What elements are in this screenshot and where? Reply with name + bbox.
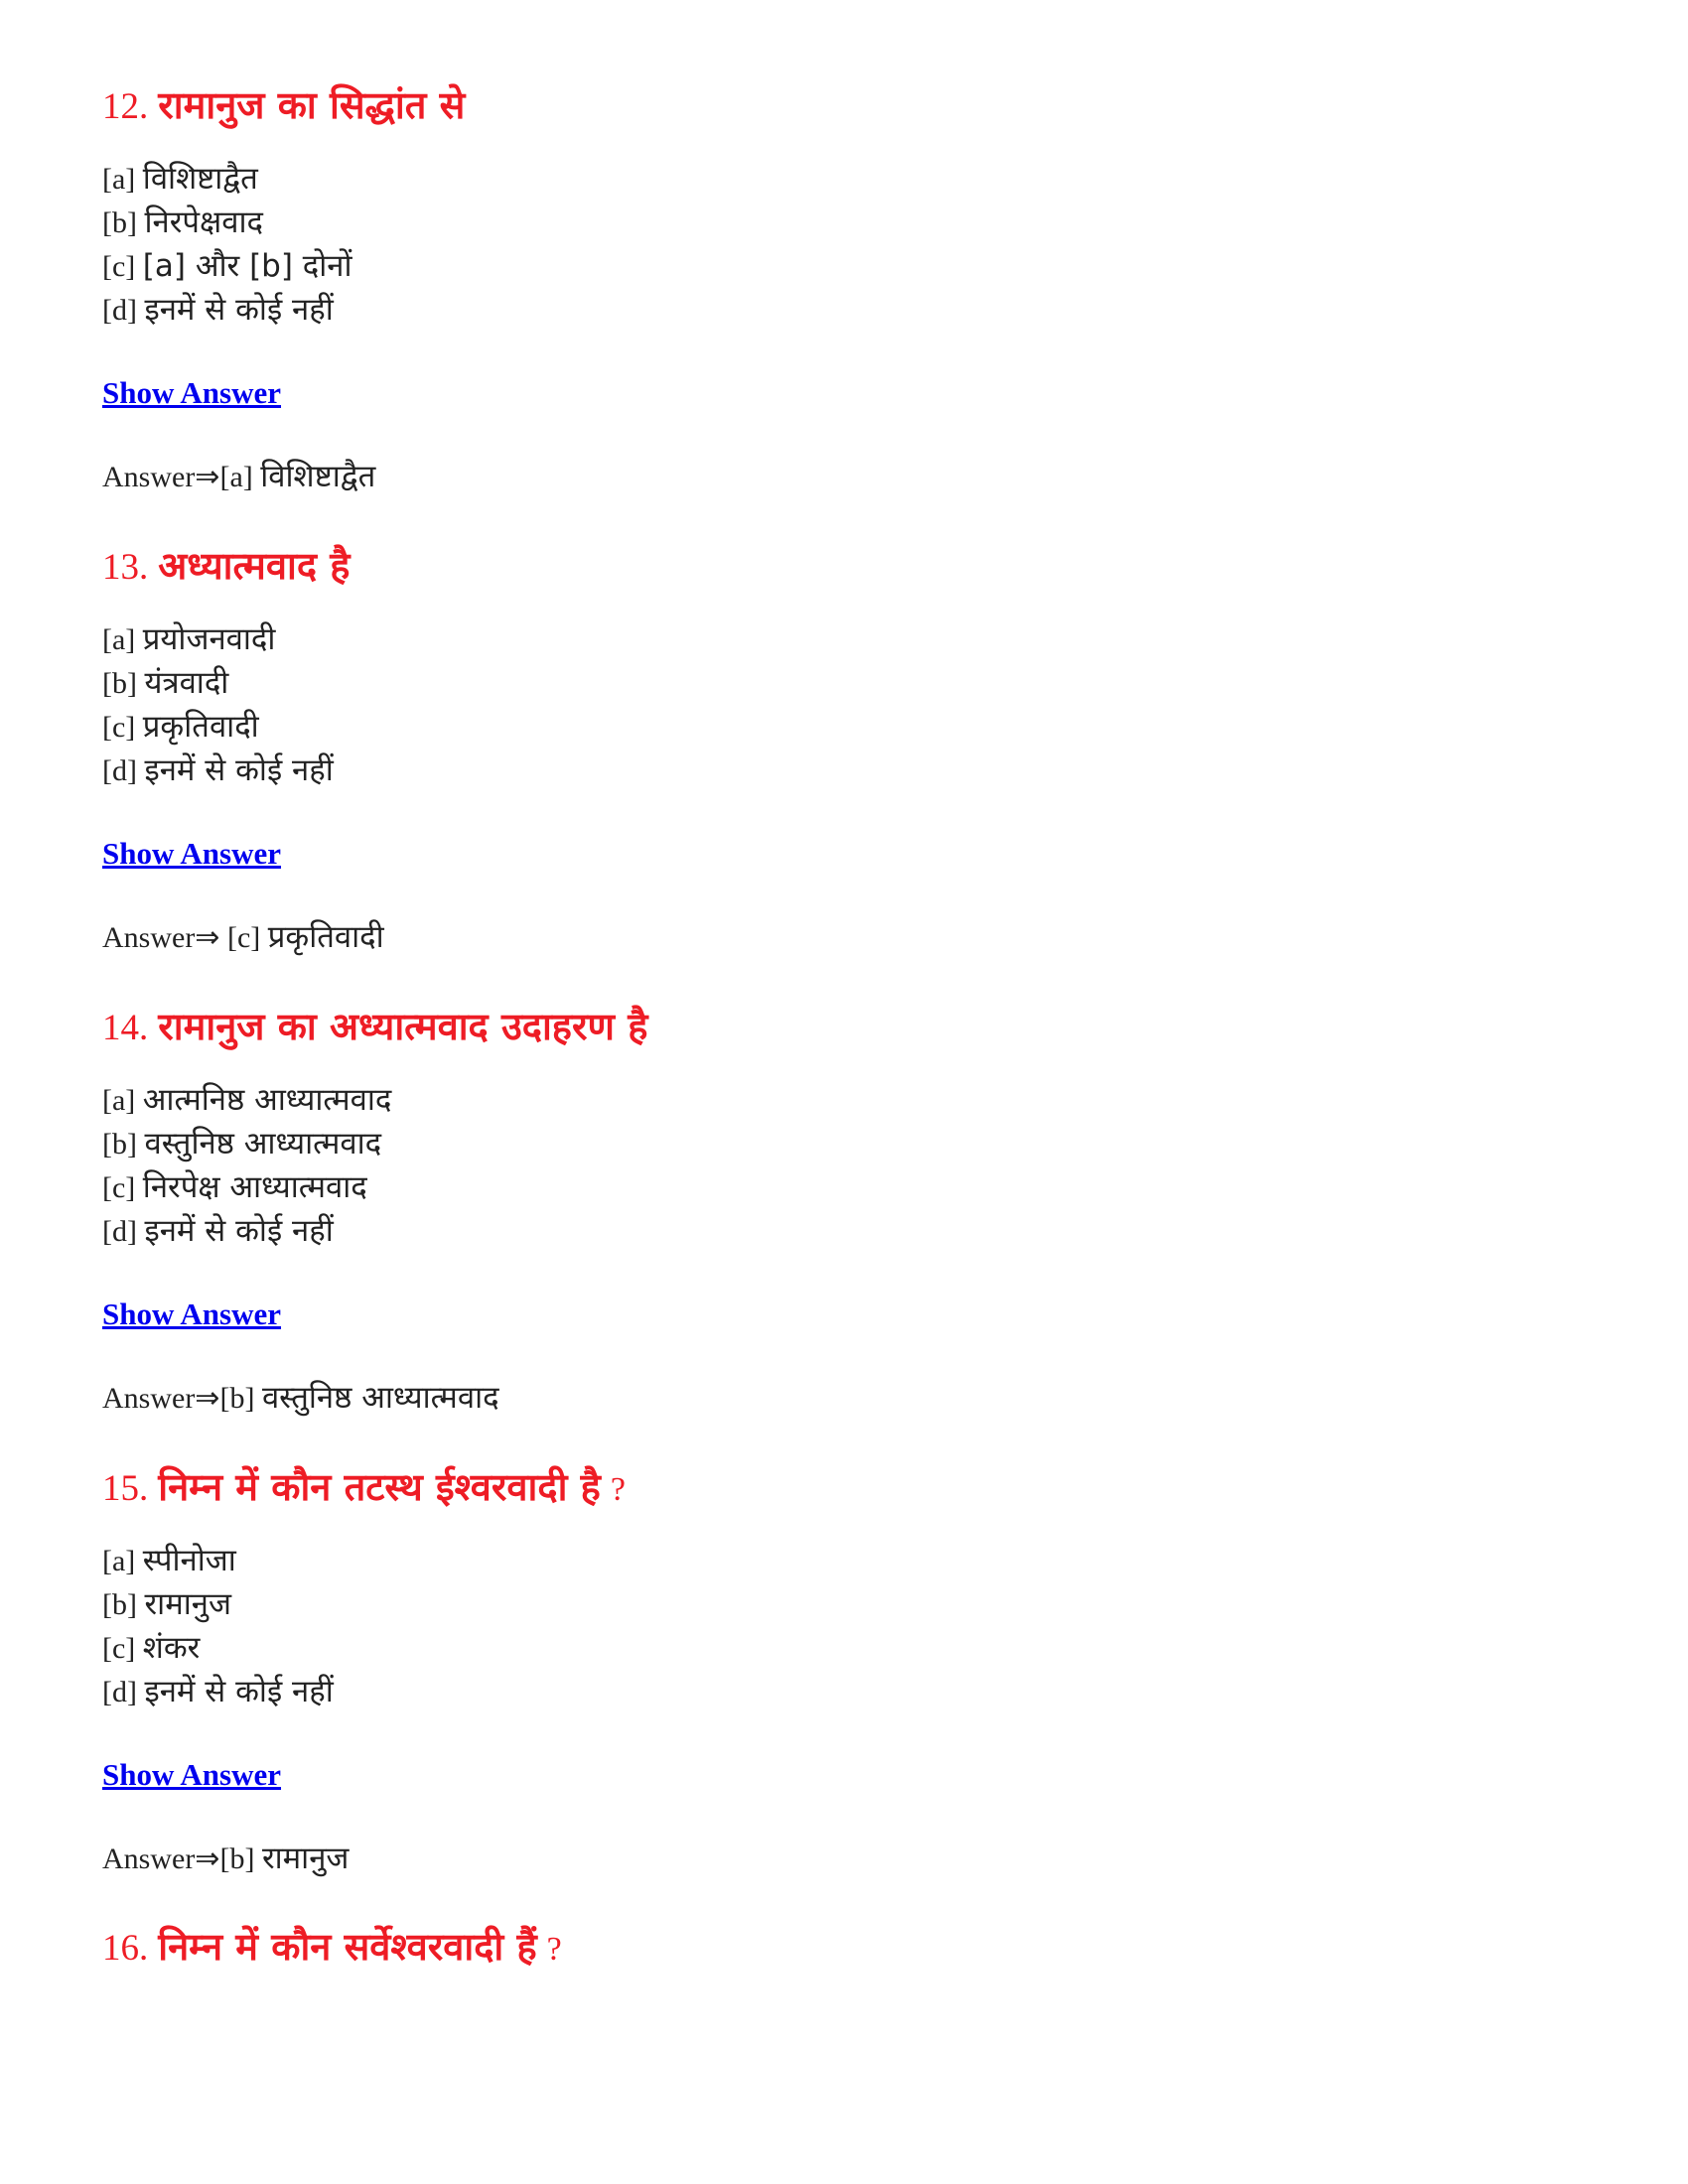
option-c: [102, 1626, 334, 1670]
question-number: 12.: [102, 86, 149, 127]
option-tag: [d]: [102, 1215, 137, 1248]
option-tag: [b]: [102, 1128, 137, 1160]
option-tag: [c]: [102, 250, 136, 283]
option-text: इनमें से कोई नहीं: [144, 1674, 334, 1709]
option-tag: [c]: [102, 1171, 136, 1204]
option-list: [102, 157, 352, 332]
option-c: [102, 1165, 391, 1209]
question-title: [102, 1459, 1492, 1518]
question-15: [102, 1459, 1492, 1876]
answer-text: रामानुज: [261, 1841, 350, 1876]
option-b: [102, 1582, 334, 1626]
question-title: [102, 999, 1492, 1056]
option-tag: [b]: [102, 206, 137, 239]
option-text: यंत्रवादी: [144, 665, 229, 701]
option-d: [102, 749, 334, 792]
option-tag: [c]: [102, 1632, 136, 1665]
answer-line: [102, 1837, 349, 1878]
option-b: [102, 1122, 391, 1165]
option-text: वस्तुनिष्ठ आध्यात्मवाद: [144, 1126, 382, 1161]
option-a: [102, 157, 352, 201]
question-text: अध्यात्मवाद है: [158, 544, 351, 588]
answer-text: प्रकृतिवादी: [267, 919, 384, 955]
question-text: निम्न में कौन तटस्थ ईश्वरवादी है: [158, 1465, 601, 1509]
question-number: 16.: [102, 1928, 149, 1969]
option-a: [102, 1078, 391, 1122]
answer-line: [102, 455, 375, 496]
option-b: [102, 661, 334, 705]
option-tag: [a]: [102, 1545, 136, 1577]
option-tag: [c]: [102, 711, 136, 744]
option-d: [102, 288, 352, 332]
answer-label: Answer⇒[a]: [102, 461, 253, 493]
question-title: [102, 1919, 1492, 1978]
question-12: [102, 77, 1492, 494]
answer-line: [102, 1376, 499, 1418]
question-number: 15.: [102, 1468, 149, 1509]
option-a: [102, 1539, 334, 1582]
answer-line: [102, 915, 384, 957]
option-text: इनमें से कोई नहीं: [144, 752, 334, 788]
answer-label: Answer⇒[b]: [102, 1843, 255, 1875]
option-tag: [a]: [102, 1084, 136, 1117]
option-tag: [d]: [102, 1676, 137, 1708]
option-text: इनमें से कोई नहीं: [144, 292, 334, 328]
show-answer-link[interactable]: Show Answer: [102, 836, 282, 871]
question-text: निम्न में कौन सर्वेश्वरवादी हैं: [158, 1925, 537, 1969]
option-text: विशिष्टाद्वैत: [142, 161, 258, 197]
option-list: [102, 617, 334, 792]
show-answer-link[interactable]: Show Answer: [102, 1757, 282, 1792]
question-title: [102, 77, 1492, 135]
option-list: [102, 1078, 391, 1253]
option-b: [102, 201, 352, 244]
option-c: [102, 244, 352, 288]
question-13: [102, 538, 1492, 955]
answer-label: Answer⇒ [c]: [102, 921, 261, 954]
option-d: [102, 1209, 391, 1253]
show-answer-link[interactable]: Show Answer: [102, 1297, 282, 1331]
answer-label: Answer⇒[b]: [102, 1382, 255, 1415]
option-text: शंकर: [142, 1630, 201, 1666]
show-answer-link[interactable]: Show Answer: [102, 375, 282, 410]
option-text: प्रकृतिवादी: [142, 709, 259, 745]
question-mark: ?: [546, 1931, 562, 1968]
option-tag: [d]: [102, 294, 137, 327]
question-number: 14.: [102, 1008, 149, 1048]
option-tag: [b]: [102, 667, 137, 700]
question-mark: ?: [610, 1471, 626, 1508]
question-text: रामानुज का सिद्धांत से: [158, 83, 466, 127]
option-text: रामानुज: [144, 1586, 231, 1622]
option-text: निरपेक्ष आध्यात्मवाद: [142, 1169, 367, 1205]
option-a: [102, 617, 334, 661]
answer-text: विशिष्टाद्वैत: [260, 459, 376, 494]
question-16: [102, 1919, 1492, 1978]
option-d: [102, 1670, 334, 1713]
answer-text: वस्तुनिष्ठ आध्यात्मवाद: [261, 1380, 499, 1416]
option-text: स्पीनोजा: [142, 1543, 236, 1578]
option-tag: [b]: [102, 1588, 137, 1621]
option-tag: [a]: [102, 163, 136, 196]
option-text: आत्मनिष्ठ आध्यात्मवाद: [142, 1082, 392, 1118]
question-title: [102, 538, 1492, 596]
option-c: [102, 705, 334, 749]
question-number: 13.: [102, 547, 149, 588]
option-list: [102, 1539, 334, 1713]
question-text: रामानुज का अध्यात्मवाद उदाहरण है: [158, 1005, 648, 1048]
question-14: [102, 999, 1492, 1416]
option-text: प्रयोजनवादी: [142, 621, 276, 657]
option-text: निरपेक्षवाद: [144, 205, 263, 240]
option-tag: [a]: [102, 623, 136, 656]
option-tag: [d]: [102, 754, 137, 787]
option-text: [a] और [b] दोनों: [142, 248, 352, 284]
option-text: इनमें से कोई नहीं: [144, 1213, 334, 1249]
